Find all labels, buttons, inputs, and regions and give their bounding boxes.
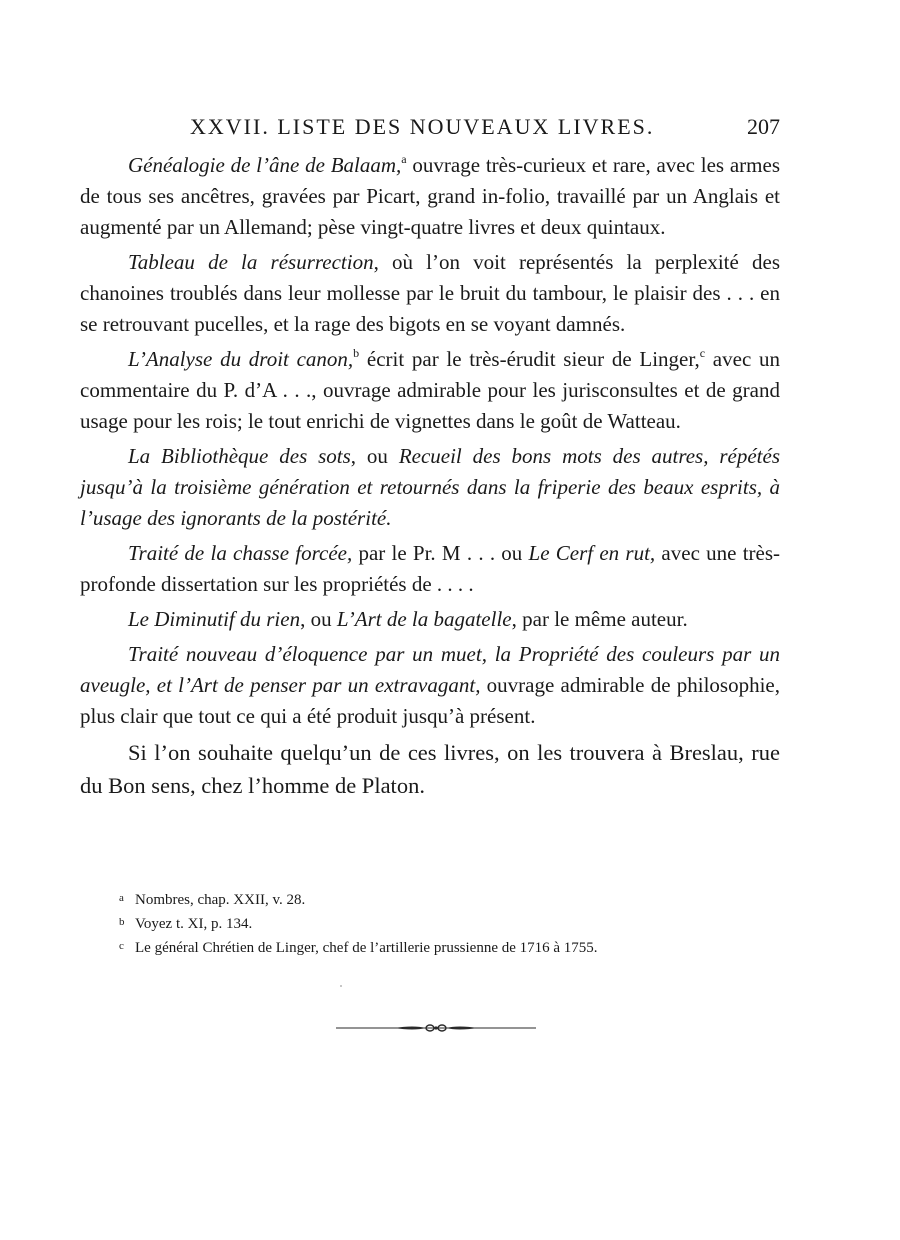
speck-mark	[340, 985, 342, 987]
paragraph	[80, 150, 780, 243]
text-run: avec un commentaire du P. d’A . . ., ouvrage admirable pour les jurisconsultes et de grand usage pour les rois; le tout enrichi de vignettes dans le goût de Watteau.	[80, 347, 780, 433]
running-head-title: XXVII. LISTE DES NOUVEAUX LIVRES.	[190, 114, 655, 139]
text-run: , où l’on voit représentés la perplexité des chanoines troublés dans leur mollesse par le bruit du tambour, le plaisir des . . . en se retrouvant pucelles, et la rage des bigots en se voyant damnés.	[80, 250, 780, 336]
footnote-text: Le général Chrétien de Linger, chef de l’artillerie prussienne de 1716 à 1755.	[135, 940, 598, 956]
text-run: écrit par le très-érudit sieur de Linger,	[359, 347, 700, 371]
italic-title: Généalogie de l’âne de Balaam,	[128, 153, 402, 177]
body-text	[80, 150, 780, 806]
footnote-mark: a	[119, 892, 124, 904]
fleuron-ornament-icon	[334, 1020, 538, 1036]
italic-title: Recueil des bons mots des autres, répétés jusqu’à la troisième génération et retournés dans la friperie des beaux esprits, à l’usage des ignorants de la postérité.	[80, 444, 780, 530]
footnote-text: Voyez t. XI, p. 134.	[135, 916, 253, 932]
paragraph	[80, 604, 780, 635]
footnote-ref: a	[401, 152, 407, 166]
paragraph	[80, 344, 780, 437]
footnote	[119, 911, 759, 935]
footnote	[119, 935, 759, 959]
italic-title: L’Art de la bagatelle	[336, 607, 512, 631]
footnote-ref: b	[353, 346, 360, 360]
text-run: ouvrage très-curieux et rare, avec les armes de tous ses ancêtres, gravées par Picart, grand in-folio, travaillé par un Anglais et augmenté par un Allemand; pèse vingt-quatre livres et deux quintaux.	[80, 153, 780, 239]
text-run: , ou	[300, 607, 337, 631]
paragraph	[80, 538, 780, 600]
italic-title: La Bibliothèque des sots	[128, 444, 351, 468]
footnote-ref: c	[699, 346, 706, 360]
italic-title: Tableau de la résurrection	[128, 250, 374, 274]
text-run: , par le même auteur.	[511, 607, 688, 631]
italic-title: Le Cerf en rut,	[528, 541, 656, 565]
footnote-text: Nombres, chap. XXII, v. 28.	[135, 892, 306, 908]
italic-title: Le Diminutif du rien	[128, 607, 301, 631]
paragraph	[80, 639, 780, 732]
text-run: par le Pr. M . . . ou	[352, 541, 529, 565]
italic-title: Traité nouveau d’éloquence par un muet, la Propriété des couleurs par un aveugle, et l’Art de penser par un extravagant,	[80, 642, 780, 697]
text-run: Si l’on souhaite quelqu’un de ces livres, on les trouvera à Breslau, rue du Bon sens, chez l’homme de Platon.	[80, 740, 780, 798]
paragraph	[80, 736, 780, 802]
running-head	[80, 114, 780, 144]
text-run: avec une très-profonde dissertation sur les propriétés de . . . .	[80, 541, 781, 596]
paragraph	[80, 247, 780, 340]
text-run: ouvrage admirable de philosophie, plus clair que tout ce qui a été produit jusqu’à présent.	[80, 673, 780, 728]
text-run: , ou	[350, 444, 399, 468]
italic-title: L’Analyse du droit canon,	[128, 347, 354, 371]
footnote-mark: c	[119, 940, 124, 952]
footnote	[119, 887, 759, 911]
footnote-mark: b	[119, 916, 125, 928]
italic-title: Traité de la chasse forcée,	[128, 541, 353, 565]
paragraph	[80, 441, 780, 534]
page-number: 207	[747, 114, 780, 139]
footnotes	[119, 887, 759, 959]
